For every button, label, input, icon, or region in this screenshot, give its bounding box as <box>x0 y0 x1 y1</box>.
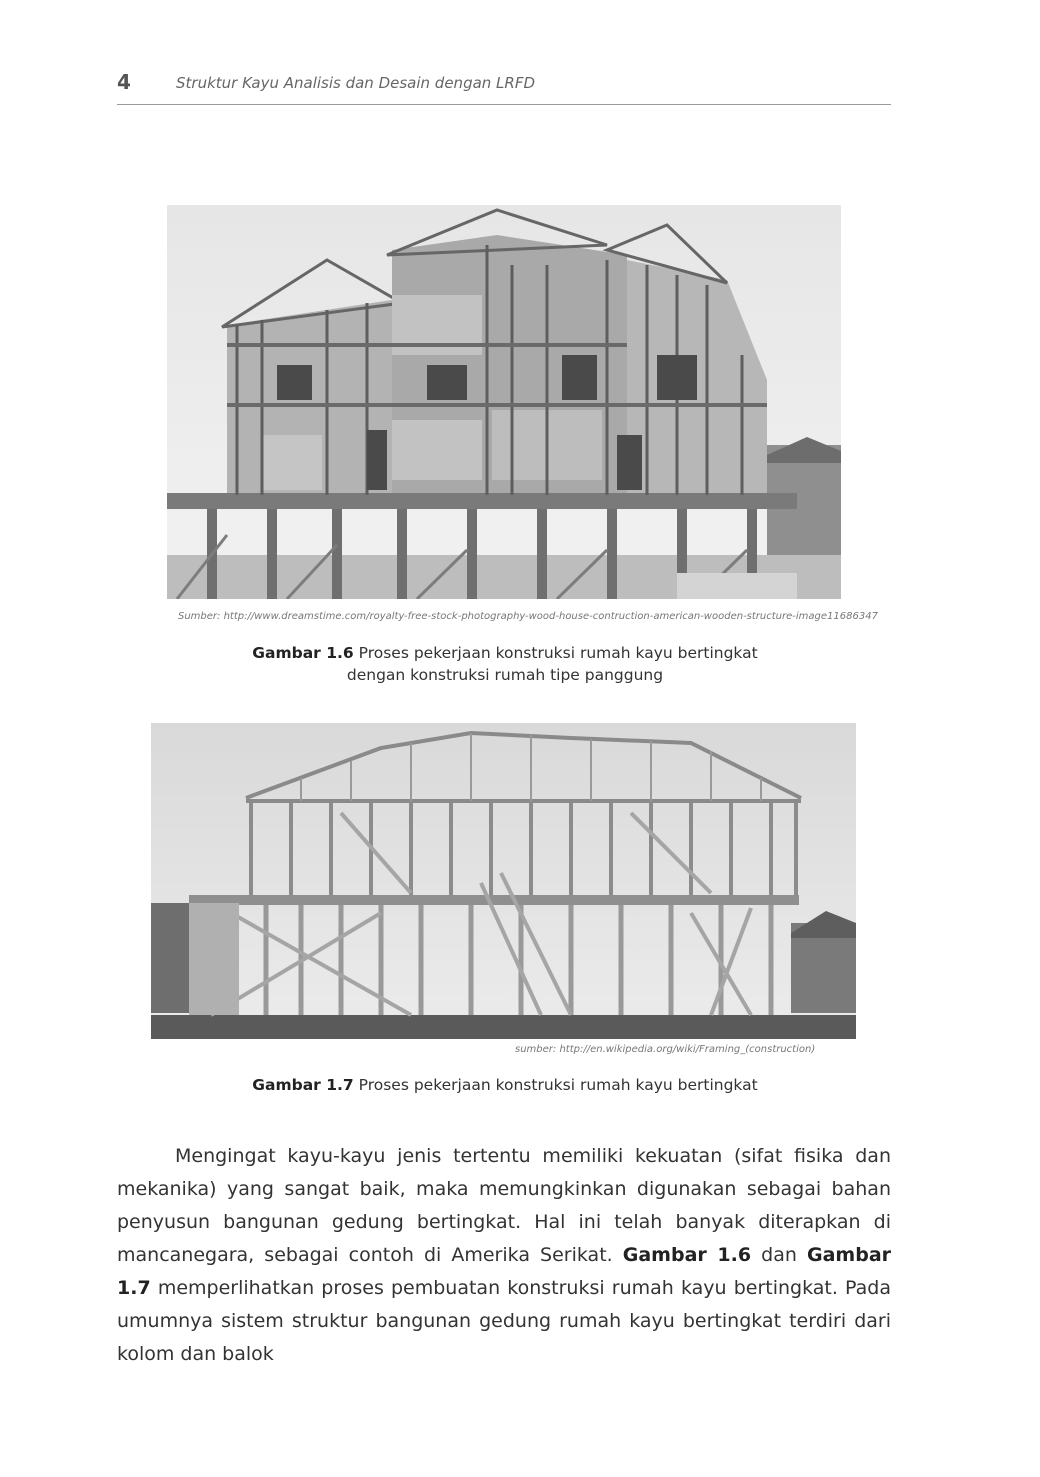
figure-reference: Gambar 1.7 <box>117 1244 892 1299</box>
caption-text-line1: Proses pekerjaan konstruksi rumah kayu bertingkat <box>353 644 758 662</box>
figure-1-6-caption <box>200 642 810 686</box>
figure-1-7-source: sumber: http://en.wikipedia.org/wiki/Framing_(construction) <box>515 1044 816 1055</box>
caption-label: Gambar 1.6 <box>252 644 354 662</box>
figure-1-6-source: Sumber: http://www.dreamstime.com/royalty-free-stock-photography-wood-house-contruction-american-wooden-structure-image11686347 <box>178 611 878 622</box>
figure-1-6-photo <box>167 205 841 599</box>
body-text-part3: memperlihatkan proses pembuatan konstruksi rumah kayu bertingkat. Pada umumnya sistem struktur bangunan gedung rumah kayu bertingkat terdiri dari kolom dan balok <box>117 1277 891 1365</box>
figure-reference: Gambar 1.6 <box>622 1244 752 1266</box>
figure-1-7-caption <box>200 1074 810 1096</box>
body-paragraph <box>117 1140 891 1371</box>
caption-text: Proses pekerjaan konstruksi rumah kayu bertingkat <box>353 1076 758 1094</box>
header-rule <box>117 104 891 105</box>
figure-1-7-photo <box>151 723 856 1039</box>
running-header: Struktur Kayu Analisis dan Desain dengan LRFD <box>176 74 536 92</box>
body-text-part2: dan <box>751 1244 807 1266</box>
body-text <box>117 1140 891 1371</box>
caption-text-line2: dengan konstruksi rumah tipe panggung <box>346 666 664 684</box>
caption-label: Gambar 1.7 <box>252 1076 354 1094</box>
body-text-part1: Mengingat kayu-kayu jenis tertentu memiliki kekuatan (sifat fisika dan mekanika) yang sangat baik, maka memungkinkan digunakan sebagai bahan penyusun bangunan gedung bertingkat. Hal ini telah banyak diterapkan di mancanegara, sebagai contoh di Amerika Serikat. <box>117 1145 891 1266</box>
page-number: 4 <box>117 70 131 94</box>
